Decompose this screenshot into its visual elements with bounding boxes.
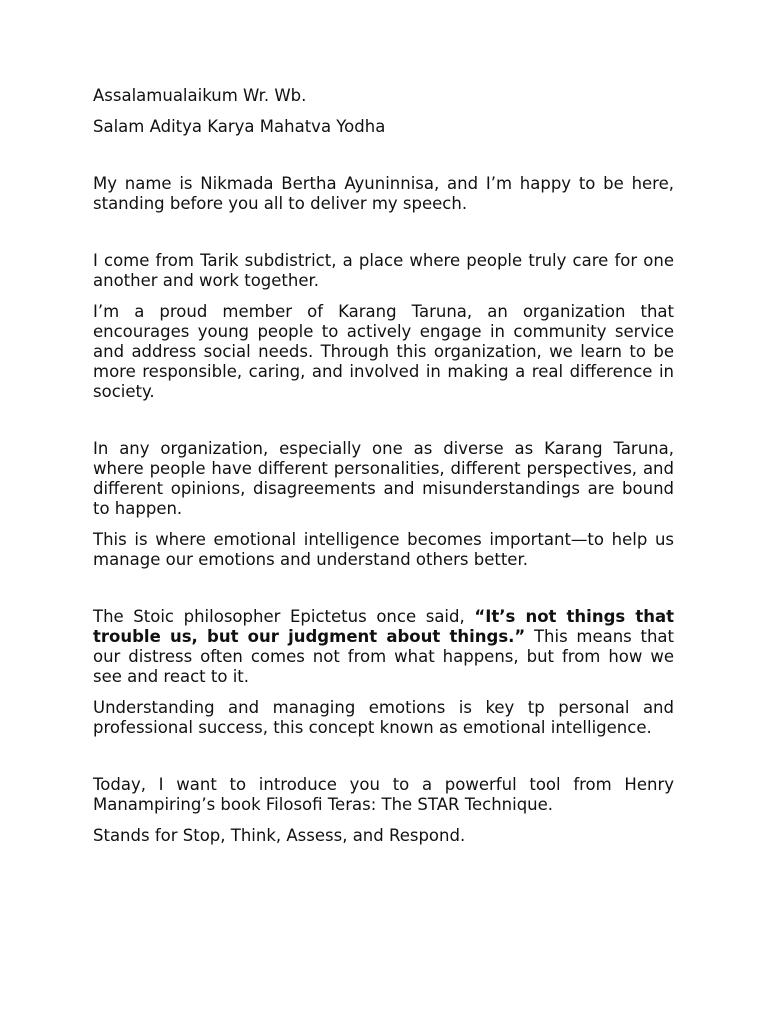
stoic-tail-text: This means that our distress often comes not from what happens, but from how we see and react to it. <box>93 627 674 686</box>
ei-importance-paragraph: This is where emotional intelligence becomes important—to help us manage our emotions and understand others better. <box>93 530 674 569</box>
epictetus-quote: “It’s not things that trouble us, but our judgment about things.” <box>93 607 674 646</box>
ei-definition-paragraph: Understanding and managing emotions is key tp personal and professional success, this concept known as emotional intelligence. <box>93 698 674 737</box>
membership-paragraph: I’m a proud member of Karang Taruna, an organization that encourages young people to actively engage in community service and address social needs. Through this organization, we learn to be more responsible, caring, and involved in making a real difference in society. <box>93 302 674 401</box>
speech-document <box>93 86 674 846</box>
origin-paragraph: I come from Tarik subdistrict, a place where people truly care for one another and work together. <box>93 251 674 290</box>
greeting-line: Assalamualaikum Wr. Wb. <box>93 86 307 105</box>
stoic-lead-text: The Stoic philosopher Epictetus once said, <box>93 607 475 626</box>
star-intro-paragraph: Today, I want to introduce you to a powerful tool from Henry Manampiring’s book Filosofi Teras: The STAR Technique. <box>93 775 674 814</box>
salam-line: Salam Aditya Karya Mahatva Yodha <box>93 117 386 136</box>
intro-paragraph: My name is Nikmada Bertha Ayuninnisa, and I’m happy to be here, standing before you all to deliver my speech. <box>93 174 674 213</box>
stoic-quote-paragraph <box>93 607 674 687</box>
star-meaning-line: Stands for Stop, Think, Assess, and Respond. <box>93 826 466 845</box>
diversity-paragraph: In any organization, especially one as diverse as Karang Taruna, where people have different personalities, different perspectives, and different opinions, disagreements and misunderstandings are bound to happen. <box>93 439 674 518</box>
